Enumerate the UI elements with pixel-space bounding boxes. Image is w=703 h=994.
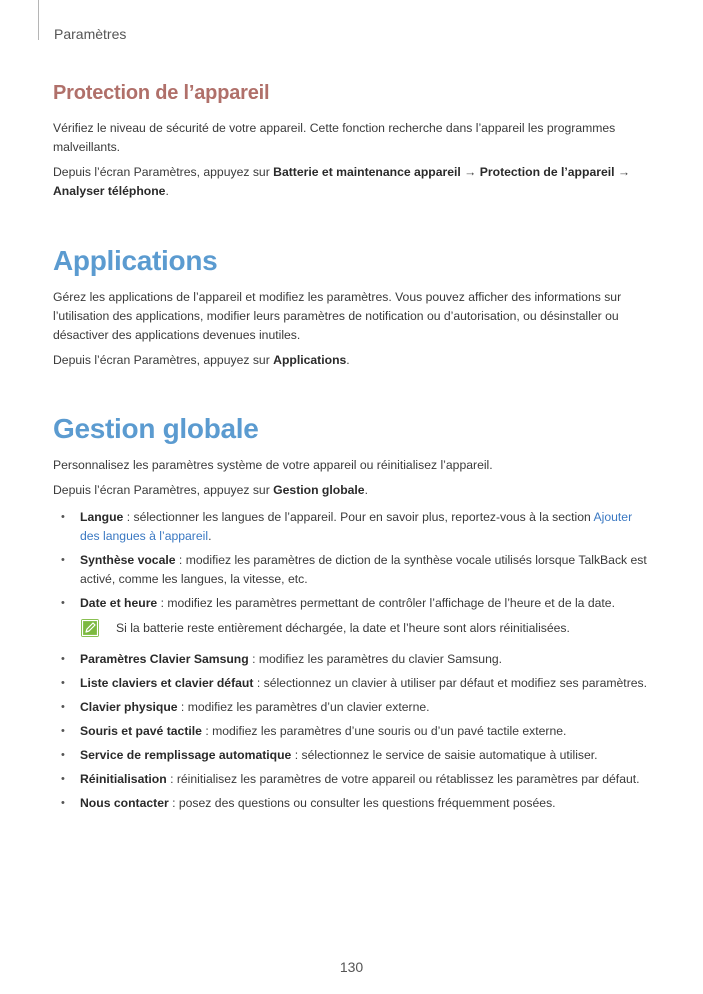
page-number: 130 <box>339 959 364 975</box>
page-content <box>53 82 648 818</box>
list-item: • Date et heure : modifiez les paramètres permettant de contrôler l’affichage de l’heure et de la date. <box>61 596 615 610</box>
list-item: • Nous contacter : posez des questions ou consulter les questions fréquemment posées. <box>61 796 556 810</box>
list-item: • Paramètres Clavier Samsung : modifiez les paramètres du clavier Samsung. <box>61 652 503 666</box>
language-section-link[interactable]: Ajouter des langues à l’appareil <box>80 510 633 543</box>
list-item: • Réinitialisation : réinitialisez les paramètres de votre appareil ou rétablissez les paramètres par défaut. <box>61 772 640 786</box>
running-header: Paramètres <box>54 26 127 42</box>
list-item: • Liste claviers et clavier défaut : sélectionnez un clavier à utiliser par défaut et modifiez ses paramètres. <box>61 676 648 690</box>
list-item: • Clavier physique : modifiez les paramètres d’un clavier externe. <box>61 700 430 714</box>
header-rule <box>38 0 39 40</box>
list-item: • Service de remplissage automatique : sélectionnez le service de saisie automatique à utiliser. <box>61 748 598 762</box>
note-box <box>53 619 648 638</box>
section-path: Depuis l’écran Paramètres, appuyez sur Batterie et maintenance appareil → Protection de l’appareil → Analyser téléphone. <box>53 165 631 198</box>
section-title-device-protection: Protection de l’appareil <box>53 82 270 104</box>
settings-list <box>53 508 648 613</box>
section-path: Depuis l’écran Paramètres, appuyez sur Gestion globale. <box>53 483 368 497</box>
settings-list-continued <box>53 650 648 813</box>
section-description: Vérifiez le niveau de sécurité de votre appareil. Cette fonction recherche dans l’appareil les programmes malveillants. <box>53 121 616 154</box>
list-item: • Synthèse vocale : modifiez les paramètres de diction de la synthèse vocale utilisés lorsque TalkBack est activé, comme les langues, la vitesse, etc. <box>61 553 647 586</box>
section-description: Gérez les applications de l’appareil et modifiez les paramètres. Vous pouvez afficher des informations sur l’utilisation des applications, modifier leurs paramètres de notification ou d’autorisation, ou désinstaller ou désactiver des applications devenues inutiles. <box>53 290 622 342</box>
section-title-applications: Applications <box>53 245 218 276</box>
list-item: • Langue : sélectionner les langues de l’appareil. Pour en savoir plus, reportez-vous à la section Ajouter des langues à l’appareil. <box>61 510 633 543</box>
section-path: Depuis l’écran Paramètres, appuyez sur Applications. <box>53 353 350 367</box>
section-description: Personnalisez les paramètres système de votre appareil ou réinitialisez l’appareil. <box>53 458 493 472</box>
note-icon <box>81 619 99 637</box>
list-item: • Souris et pavé tactile : modifiez les paramètres d’une souris ou d’un pavé tactile externe. <box>61 724 567 738</box>
section-title-general-management: Gestion globale <box>53 413 259 444</box>
note-text: Si la batterie reste entièrement déchargée, la date et l’heure sont alors réinitialisées. <box>116 621 570 635</box>
